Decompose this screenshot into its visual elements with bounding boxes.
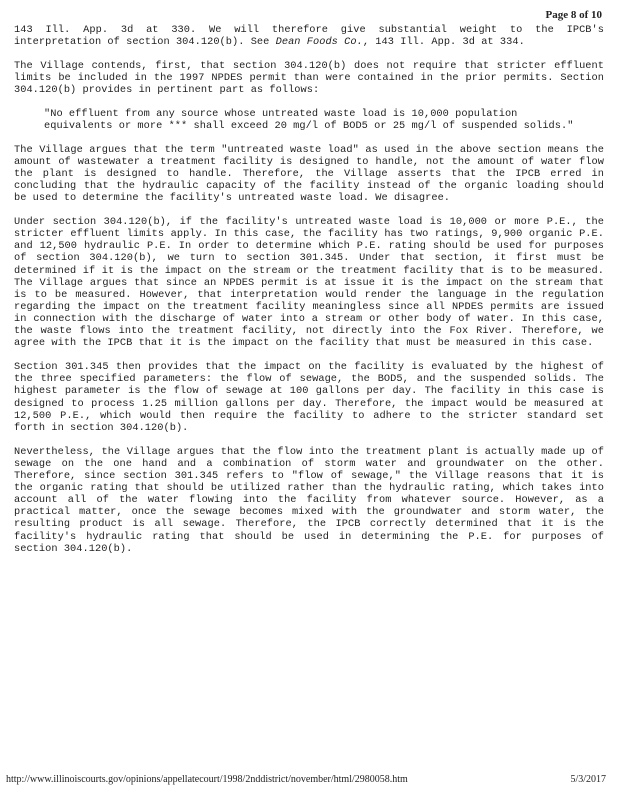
paragraph-2: The Village contends, first, that section 304.120(b) does not require that stricter effluent limits be included in the 1997 NPDES permit than were contained in the prior permits. Section 304.120(b) provides in pertinent part as follows: [14, 59, 604, 97]
paragraph-1-text-a: 143 Ill. App. 3d at 330. We will therefore give substantial weight to the IPCB's interpretation of section 304.120(b). See [14, 24, 604, 49]
print-date: 5/3/2017 [570, 774, 606, 785]
paragraph-4: Under section 304.120(b), if the facility's untreated waste load is 10,000 or more P.E., the stricter effluent limits apply. In this case, the facility has two ratings, 9,900 organic P.E. and 12,500 hydraulic P.E. In order to determine which P.E. rating should be used for purposes of section 304.120(b), we turn to section 301.345. Under that section, it first must be determined if it is the impact on the stream or the treatment facility that is to be measured. The Village argues that since an NPDES permit is at issue it is the impact on the stream that is to be measured. However, that interpretation would render the language in the regulation regarding the impact on the treatment facility meaningless since all NPDES permits are issued in connection with the discharge of water into a stream or other body of water. In this case, the waste flows into the treatment facility, not directly into the Fox River. Therefore, we agree with the IPCB that it is the impact on the facility that must be measured in this case. [14, 215, 604, 350]
paragraph-6: Nevertheless, the Village argues that the flow into the treatment plant is actually made up of sewage on the one hand and a combination of storm water and groundwater on the other. Therefore, since section 301.345 refers to "flow of sewage," the Village reasons that it is the organic rating that should be utilized rather than the hydraulic rating, which takes into account all of the water flowing into the facility from whatever source. However, as a practical matter, once the sewage becomes mixed with the groundwater and storm water, the resulting product is all sewage. Therefore, the IPCB correctly determined that it is the facility's hydraulic rating that should be used in determining the P.E. for purposes of section 304.120(b). [14, 445, 604, 555]
page-number: Page 8 of 10 [545, 9, 602, 21]
paragraph-1 [14, 24, 604, 48]
paragraph-5: Section 301.345 then provides that the impact on the facility is evaluated by the highest of the three specified parameters: the flow of sewage, the BOD5, and the suspended solids. The highest parameter is the flow of sewage at 100 gallons per day. The facility in this case is designed to process 1.25 million gallons per day. Therefore, the impact would be measured at 12,500 P.E., which would then require the facility to adhere to the stricter standard set forth in section 304.120(b). [14, 361, 604, 434]
paragraph-1-text-b: , 143 Ill. App. 3d at 334. [362, 36, 525, 49]
page-footer [6, 774, 606, 788]
opinion-text [14, 24, 604, 566]
case-citation: Dean Foods Co. [275, 36, 363, 49]
source-url: http://www.illinoiscourts.gov/opinions/appellatecourt/1998/2nddistrict/november/html/2980058.htm [6, 774, 408, 785]
block-quote: "No effluent from any source whose untreated waste load is 10,000 population equivalents or more *** shall exceed 20 mg/l of BOD5 or 25 mg/l of suspended solids." [44, 107, 574, 132]
paragraph-3: The Village argues that the term "untreated waste load" as used in the above section means the amount of wastewater a treatment facility is designed to handle, not the amount of water flow the plant is designed to handle. Therefore, the Village asserts that the IPCB erred in concluding that the hydraulic capacity of the facility instead of the organic loading should be used to determine the facility's untreated waste load. We disagree. [14, 143, 604, 205]
